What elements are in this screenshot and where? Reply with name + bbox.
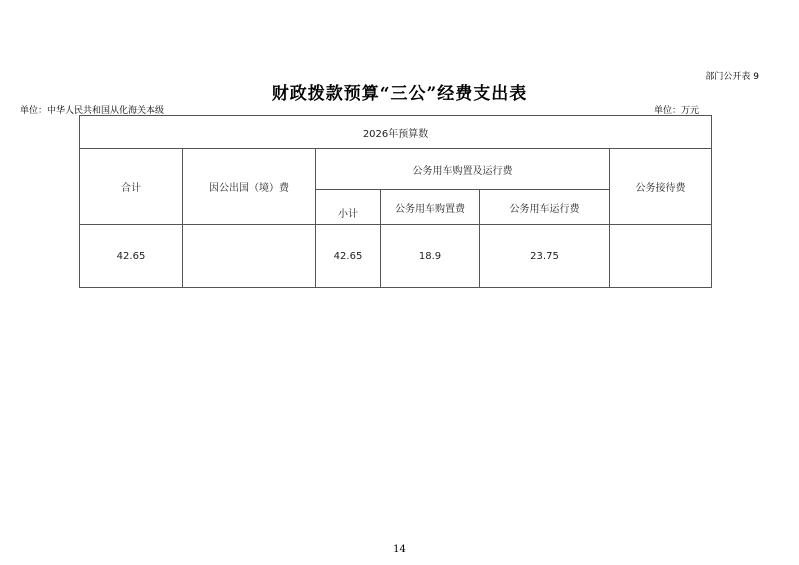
- cell-abroad: [183, 225, 316, 288]
- col-abroad-header: 因公出国（境）费: [183, 149, 316, 225]
- cell-total: 42.65: [80, 225, 183, 288]
- col-subtotal-header: 小计: [316, 190, 381, 225]
- table-row: [80, 225, 712, 288]
- cell-reception: [610, 225, 712, 288]
- cell-vehicle-operation: 23.75: [480, 225, 610, 288]
- year-header: 2026年预算数: [80, 116, 712, 149]
- col-total-header: 合计: [80, 149, 183, 225]
- col-vehicle-operation-header: 公务用车运行费: [480, 190, 610, 225]
- corner-label: 部门公开表 9: [705, 72, 759, 82]
- unit-right: 单位：万元: [653, 106, 699, 116]
- col-vehicle-purchase-header: 公务用车购置费: [381, 190, 480, 225]
- col-reception-header: 公务接待费: [610, 149, 712, 225]
- page-title: 财政拨款预算“三公”经费支出表: [271, 84, 528, 104]
- cell-subtotal: 42.65: [316, 225, 381, 288]
- cell-vehicle-purchase: 18.9: [381, 225, 480, 288]
- col-vehicle-group-header: 公务用车购置及运行费: [316, 149, 610, 190]
- budget-table: [79, 115, 712, 288]
- unit-left: 单位：中华人民共和国从化海关本级: [20, 106, 165, 116]
- page-number: 14: [393, 544, 406, 555]
